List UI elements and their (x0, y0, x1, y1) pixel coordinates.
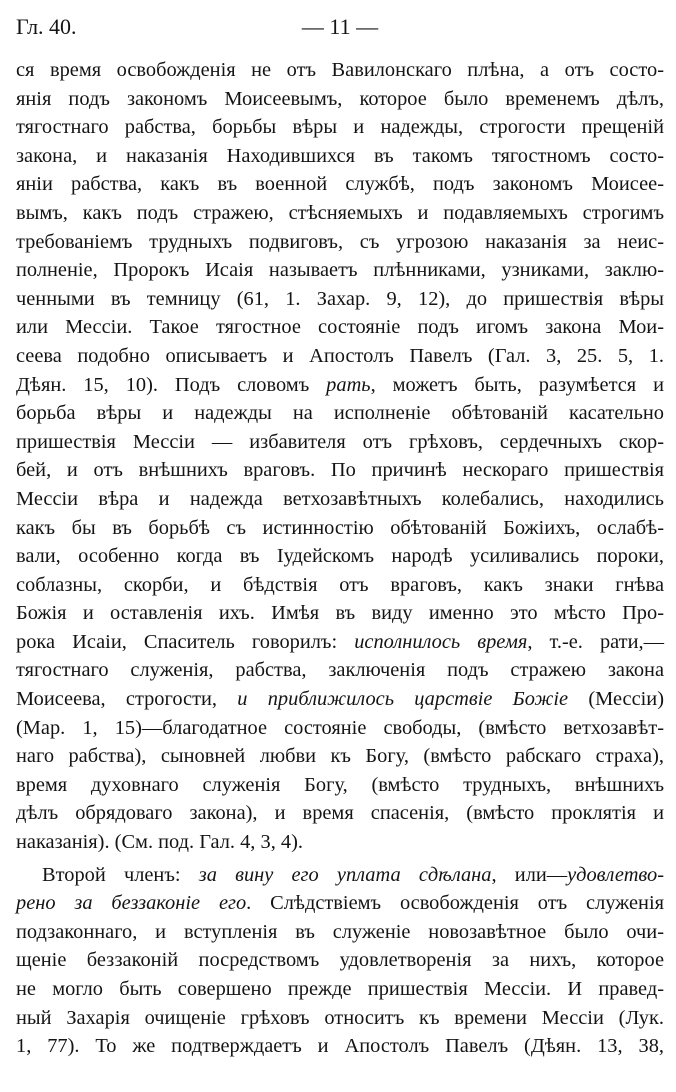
text-line (16, 228, 664, 257)
text-run: янія подъ закономъ Моисеевымъ, которое было временемъ дѣлъ, (16, 87, 664, 110)
text-run: щеніе беззаконій посредствомъ удовлетворенія за нихъ, которое (16, 949, 664, 972)
text-line (16, 428, 664, 457)
text-run: . Слѣдствіемъ освобожденія отъ служенія (246, 892, 664, 915)
text-run: ченными въ темницу (61, 1. Захар. 9, 12), до пришествія вѣры (16, 287, 664, 310)
text-line (16, 285, 664, 314)
text-line (16, 342, 664, 371)
text-run: , можетъ быть, разумѣется и (370, 373, 664, 396)
text-run: борьба вѣры и надежды на исполненіе обѣтованій касательно (16, 402, 664, 425)
text-run: Мессіи вѣра и надежда ветхозавѣтныхъ колебались, находились (16, 487, 664, 510)
text-run: тягостнаго служенія, рабства, заключенія подъ стражею закона (16, 659, 664, 682)
text-line (16, 714, 664, 743)
text-line (16, 628, 664, 657)
text-run: вымъ, какъ подъ стражею, стѣсняемыхъ и подавляемыхъ строгимъ (16, 201, 664, 224)
text-line (16, 170, 664, 199)
italic-text: за вину его уплата сдѣлана (198, 863, 492, 886)
text-run: Моисеева, строгости, (16, 688, 238, 711)
text-line (16, 889, 664, 918)
text-line (16, 113, 664, 142)
page-header (16, 12, 664, 42)
text-line (16, 514, 664, 543)
text-run: Дѣян. 15, 10). Подъ словомъ (16, 373, 327, 396)
text-line (16, 1004, 664, 1033)
text-run: , т.-е. рати,— (527, 630, 664, 653)
text-run: закона, и наказанія Находившихся въ такомъ тягостномъ состо- (16, 144, 664, 167)
text-line (16, 485, 664, 514)
text-line (16, 56, 664, 85)
text-line (16, 142, 664, 171)
page-number: — 11 — (301, 14, 379, 39)
text-run: требованіемъ трудныхъ подвиговъ, съ угрозою наказанія за неис- (16, 230, 664, 253)
text-line (16, 742, 664, 771)
text-run: какъ бы въ борьбѣ съ истинностію обѣтованій Божіихъ, ослабѣ- (16, 516, 664, 539)
text-line (16, 861, 664, 890)
text-line (16, 199, 664, 228)
text-run: (Мар. 1, 15)—благодатное состояніе свободы, (вмѣсто ветхозавѣт- (16, 716, 664, 739)
text-line (16, 799, 664, 828)
text-run: пришествія Мессіи — избавителя отъ грѣховъ, сердечныхъ скор- (16, 430, 664, 453)
text-line (16, 399, 664, 428)
text-run: Второй членъ: (42, 863, 199, 886)
text-run: подзаконнаго, и вступленія въ служеніе новозавѣтное было очи- (16, 920, 664, 943)
text-run: не могло быть совершено прежде пришествія Мессіи. И правед- (16, 978, 664, 1000)
text-line (16, 1032, 664, 1061)
text-run: бей, и отъ внѣшнихъ враговъ. По причинѣ нескораго пришествія (16, 459, 664, 482)
text-run: тягостнаго рабства, борьбы вѣры и надежды, строгости прещеній (16, 116, 664, 139)
italic-text: и приближилось царствіе Божіе (237, 688, 569, 711)
page-body (16, 56, 664, 1061)
italic-text: исполнилось время (354, 630, 528, 653)
italic-text: рено за беззаконіе его (16, 892, 247, 915)
text-line (16, 456, 664, 485)
text-run: вали, особенно когда въ Іудейскомъ народѣ усиливались пороки, (16, 545, 664, 568)
text-run: рока Исаіи, Спаситель говорилъ: (16, 630, 355, 653)
text-run: наказанія). (См. под. Гал. 4, 3, 4). (16, 831, 303, 854)
text-line (16, 771, 664, 800)
chapter-label: Гл. 40. (16, 14, 77, 39)
text-line (16, 946, 664, 975)
text-run: (Мессіи) (568, 688, 664, 711)
text-line (16, 599, 664, 628)
text-line (16, 918, 664, 947)
text-run: ный Захарія очищеніе грѣховъ относитъ къ времени Мессіи (Лук. (16, 1006, 664, 1029)
text-line (16, 975, 664, 1004)
text-run: соблазны, скорби, и бѣдствія отъ враговъ, какъ знаки гнѣва (16, 573, 664, 596)
text-line (16, 685, 664, 714)
italic-text: удовлетво- (567, 863, 664, 886)
text-run: или Мессіи. Такое тягостное состояніе подъ игомъ закона Мои- (16, 316, 664, 339)
text-line (16, 256, 664, 285)
text-run: сеева подобно описываетъ и Апостолъ Павелъ (Гал. 3, 25. 5, 1. (16, 344, 664, 367)
text-run: полненіе, Пророкъ Исаія называетъ плѣнниками, узниками, заклю- (16, 259, 664, 282)
text-run: , или— (491, 863, 568, 886)
text-run: дѣлъ обрядоваго закона), и время спасенія, (вмѣсто проклятія и (16, 802, 664, 825)
text-run: Божія и оставленія ихъ. Имѣя въ виду именно это мѣсто Про- (16, 602, 664, 625)
text-run: наго рабства), сыновней любви къ Богу, (вмѣсто рабскаго страха), (16, 745, 664, 768)
text-run: время духовнаго служенія Богу, (вмѣсто трудныхъ, внѣшнихъ (16, 773, 664, 796)
text-line (16, 828, 664, 857)
text-run: 1, 77). То же подтверждаетъ и Апостолъ Павелъ (Дѣян. 13, 38, (16, 1035, 664, 1058)
italic-text: рать (326, 373, 371, 396)
text-line (16, 656, 664, 685)
text-line (16, 571, 664, 600)
text-line (16, 542, 664, 571)
text-run: яніи рабства, какъ въ военной службѣ, подъ закономъ Моисее- (16, 173, 664, 196)
text-line (16, 371, 664, 400)
text-line (16, 313, 664, 342)
text-run: ся время освобожденія не отъ Вавилонскаго плѣна, а отъ состо- (16, 59, 664, 81)
text-line (16, 85, 664, 114)
